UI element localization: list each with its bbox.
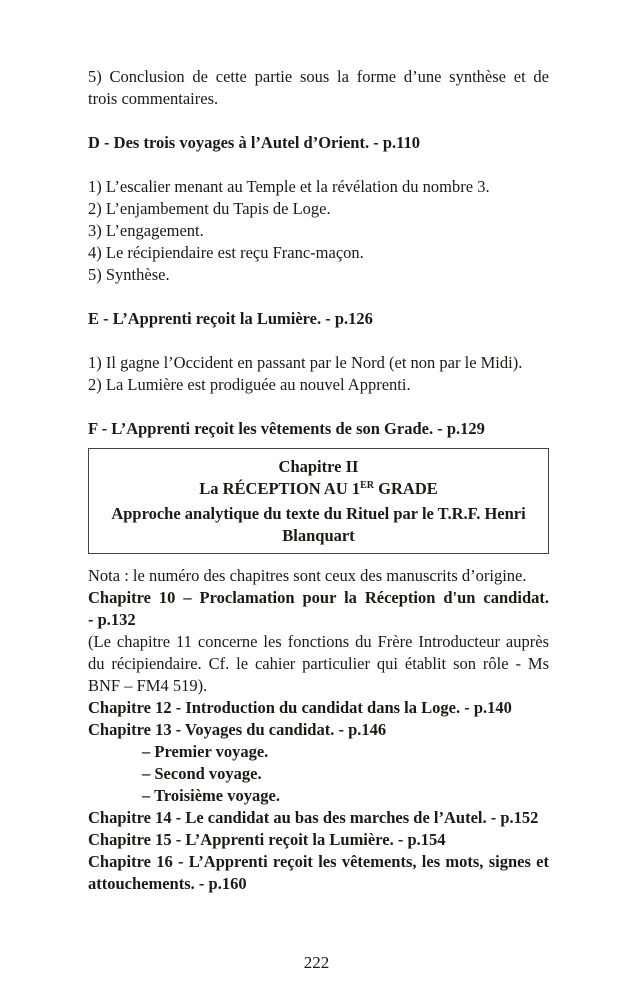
- spacer: [88, 330, 549, 352]
- section-e-list: [88, 352, 549, 396]
- chapter-12-entry: Chapitre 12 - Introduction du candidat dans la Loge. - p.140: [88, 698, 512, 717]
- chapter-10-line-2: - p.132: [88, 610, 136, 629]
- intro-item-line-2: trois commentaires.: [88, 89, 219, 108]
- chapter-14-entry: Chapitre 14 - Le candidat au bas des marches de l’Autel. - p.152: [88, 808, 539, 827]
- chapter-title: [97, 478, 540, 503]
- section-e-heading: E - L’Apprenti reçoit la Lumière. - p.126: [88, 309, 373, 328]
- chapter-subtitle-line-1: Approche analytique du texte du Rituel par le T.R.F. Henri: [111, 504, 526, 523]
- chapter-13-subitem: – Troisième voyage.: [142, 786, 280, 805]
- list-item: 4) Le récipiendaire est reçu Franc-maçon.: [88, 243, 364, 262]
- list-item: 2) La Lumière est prodiguée au nouvel Apprenti.: [88, 375, 411, 394]
- chapter-title-superscript: ER: [360, 480, 375, 491]
- chapter-15-entry: Chapitre 15 - L’Apprenti reçoit la Lumière. - p.154: [88, 830, 446, 849]
- chapter-16-line-1: Chapitre 16 - L’Apprenti reçoit les vêtements, les mots, signes et: [88, 852, 549, 871]
- chapter-title-suffix: GRADE: [374, 479, 438, 498]
- list-item: 1) L’escalier menant au Temple et la révélation du nombre 3.: [88, 177, 490, 196]
- document-page: [88, 66, 549, 895]
- chapter-subtitle-line-2: Blanquart: [282, 526, 355, 545]
- chapter-title-prefix: La RÉCEPTION AU 1: [199, 479, 361, 498]
- chapter-title-box: [88, 448, 549, 554]
- chapter-13-subitem: – Premier voyage.: [142, 742, 269, 761]
- chapter-11-note-line-1: (Le chapitre 11 concerne les fonctions du Frère Introducteur auprès: [88, 632, 549, 651]
- chapter-11-note-line-3: BNF – FM4 519).: [88, 676, 208, 695]
- spacer: [88, 110, 549, 132]
- nota-text: Nota : le numéro des chapitres sont ceux des manuscrits d’origine.: [88, 566, 527, 585]
- list-item: 1) Il gagne l’Occident en passant par le Nord (et non par le Midi).: [88, 353, 523, 372]
- page-number: 222: [303, 953, 330, 972]
- spacer: [88, 554, 549, 565]
- chapter-16-line-2: attouchements. - p.160: [88, 874, 247, 893]
- section-f-heading: F - L’Apprenti reçoit les vêtements de son Grade. - p.129: [88, 419, 485, 438]
- spacer: [88, 286, 549, 308]
- list-item: 2) L’enjambement du Tapis de Loge.: [88, 199, 331, 218]
- list-item: 3) L’engagement.: [88, 221, 204, 240]
- list-item: 5) Synthèse.: [88, 265, 170, 284]
- chapter-10-line-1: Chapitre 10 – Proclamation pour la Réception d'un candidat.: [88, 588, 549, 607]
- section-d-heading: D - Des trois voyages à l’Autel d’Orient. - p.110: [88, 133, 420, 152]
- chapter-number: Chapitre II: [278, 457, 359, 476]
- intro-item-line-1: 5) Conclusion de cette partie sous la forme d’une synthèse et de: [88, 67, 549, 86]
- spacer: [88, 154, 549, 176]
- spacer: [88, 396, 549, 418]
- chapter-13-entry: Chapitre 13 - Voyages du candidat. - p.146: [88, 720, 387, 739]
- section-d-list: [88, 176, 549, 286]
- chapter-11-note-line-2: du récipiendaire. Cf. le cahier particulier qui établit son rôle - Ms: [88, 654, 549, 673]
- chapter-13-subitem: – Second voyage.: [142, 764, 262, 783]
